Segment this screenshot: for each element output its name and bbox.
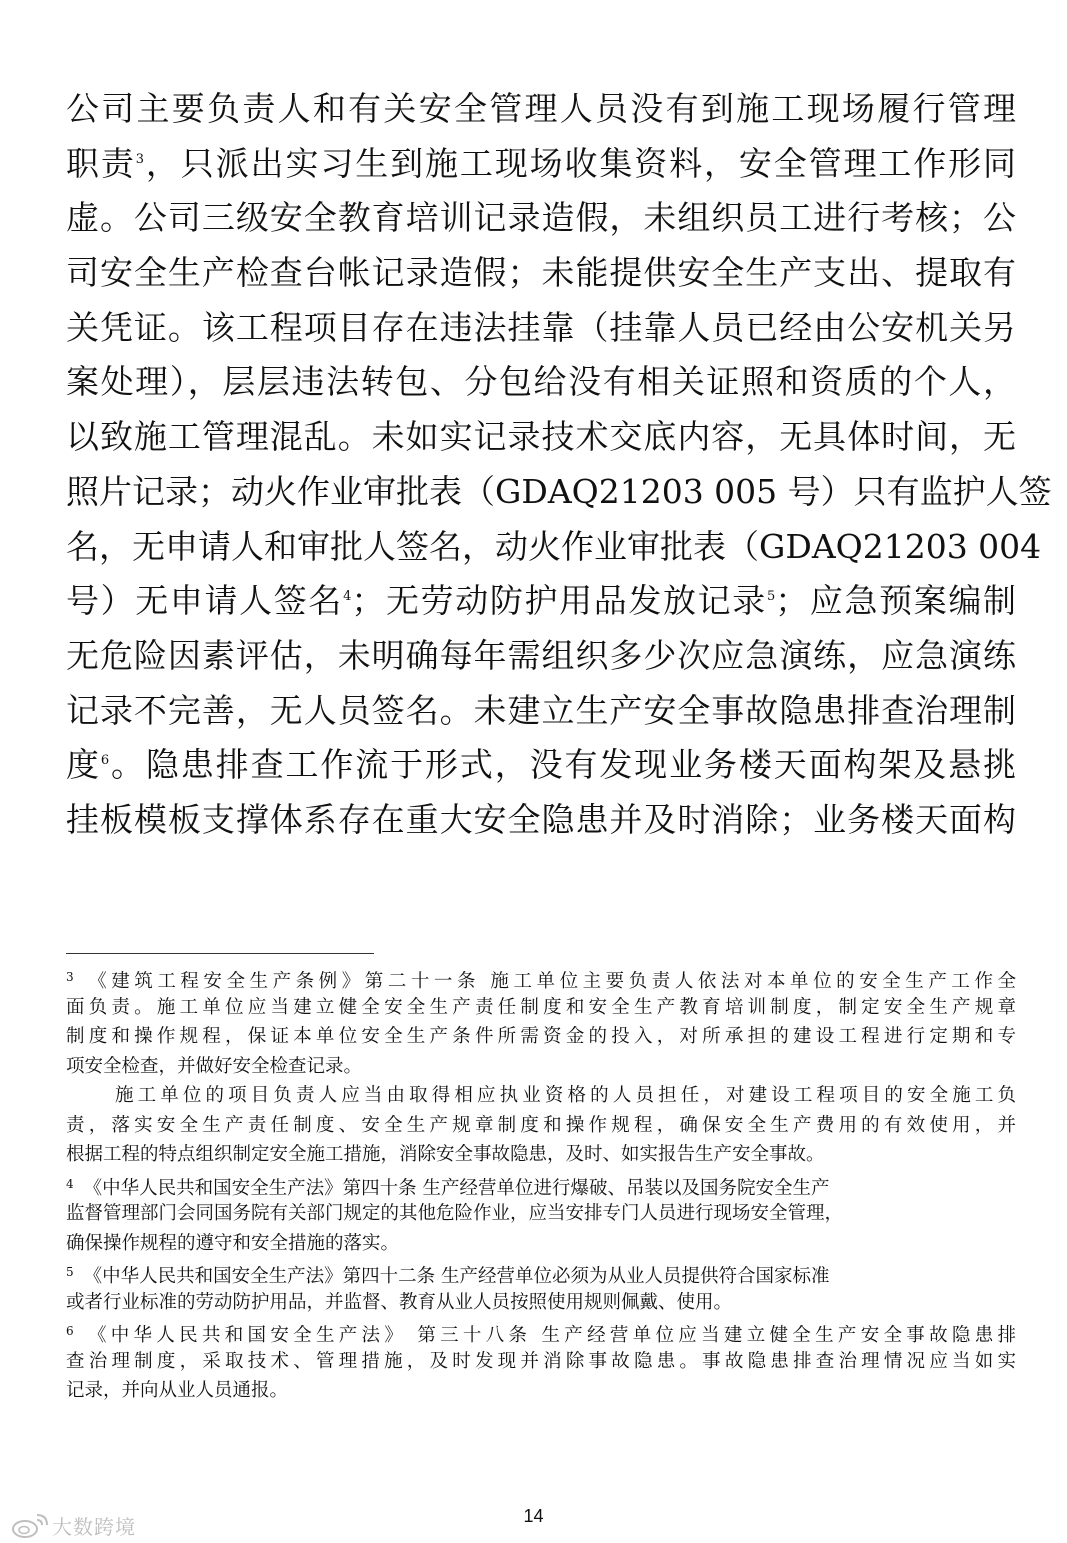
footnote-number: 4 <box>66 1176 74 1191</box>
page-number: 14 <box>523 1506 544 1526</box>
footnote-3-line: 项安全检查，并做好安全检查记录。 <box>66 1055 363 1077</box>
watermark <box>10 1511 136 1540</box>
watermark-text: 大数跨境 <box>52 1515 136 1539</box>
footnote-number: 3 <box>66 970 74 984</box>
footnote-ref-3[interactable]: 3 <box>135 151 145 167</box>
footnote-number: 5 <box>66 1265 74 1279</box>
footnote-6-line: 记录，并向从业人员通报。 <box>66 1380 289 1401</box>
body-line: 挂板模板支撑体系存在重大安全隐患并及时消除；业务楼天面构 <box>66 799 1016 839</box>
footnote-5-line: 或者行业标准的劳动防护用品，并监督、教育从业人员按照使用规则佩戴、使用。 <box>66 1291 733 1313</box>
footnote-3-line: 面负责。施工单位应当建立健全安全生产责任制度和安全生产教育培训制度，制定安全生产规章 <box>66 996 1016 1018</box>
footnote-5-line: $^5$ 《中华人民共和国安全生产法》第四十二条 生产经营单位必须为从业人员提供符合国家标准 <box>66 1265 830 1287</box>
footnote-separator <box>66 953 374 954</box>
body-line: 司安全生产检查台帐记录造假；未能提供安全生产支出、提取有 <box>66 253 1016 293</box>
body-line: 名，无申请人和审批人签名，动火作业审批表（GDAQ21203 004 <box>66 526 1042 566</box>
body-line: 案处理），层层违法转包、分包给没有相关证照和资质的个人， <box>66 362 1016 402</box>
footnote-ref-4[interactable]: 4 <box>343 589 352 605</box>
footnote-number: 6 <box>66 1324 74 1338</box>
weibo-logo-icon <box>10 1514 48 1538</box>
body-line: 关凭证。该工程项目存在违法挂靠（挂靠人员已经由公安机关另 <box>66 307 1016 347</box>
footnote-3-line: $^3$ 《建筑工程安全生产条例》第二十一条 施工单位主要负责人依法对本单位的安全生产工作全 <box>66 970 1016 992</box>
body-text <box>66 82 1052 848</box>
body-line: 公司主要负责人和有关安全管理人员没有到施工现场履行管理 <box>66 89 1016 128</box>
footnote-3-paragraph-line: 根据工程的特点组织制定安全施工措施，消除安全事故隐患，及时、如实报告生产安全事故。 <box>66 1144 825 1165</box>
footnote-3-line: 制度和操作规程，保证本单位安全生产条件所需资金的投入，对所承担的建设工程进行定期和专 <box>66 1026 1016 1047</box>
footnote-ref-5[interactable]: 5 <box>766 589 776 605</box>
body-line: 号）无申请人签名$^4$；无劳动防护用品发放记录$^5$；应急预案编制 <box>66 581 1017 621</box>
body-line: 照片记录；动火作业审批表（GDAQ21203 005 号）只有监护人签 <box>66 471 1052 511</box>
footnote-4-line: 监督管理部门会同国务院有关部门规定的其他危险作业，应当安排专门人员进行现场安全管理， <box>66 1203 844 1224</box>
body-line: 无危险因素评估，未明确每年需组织多少次应急演练，应急演练 <box>66 635 1016 675</box>
body-line: 以致施工管理混乱。未如实记录技术交底内容，无具体时间，无 <box>66 417 1016 457</box>
footnote-3-paragraph-line: 施工单位的项目负责人应当由取得相应执业资格的人员担任，对建设工程项目的安全施工负 <box>115 1085 1016 1106</box>
body-line: 度$^6$。隐患排查工作流于形式，没有发现业务楼天面构架及悬挑 <box>66 745 1017 785</box>
body-line: 记录不完善，无人员签名。未建立生产安全事故隐患排查治理制 <box>66 690 1016 730</box>
footnote-4-line: 确保操作规程的遵守和安全措施的落实。 <box>66 1232 400 1254</box>
footnote-ref-6[interactable]: 6 <box>100 753 110 769</box>
footnotes <box>66 963 1016 1406</box>
body-line: 职责$^3$，只派出实习生到施工现场收集资料，安全管理工作形同 <box>66 143 1017 183</box>
footnote-3-paragraph-line: 责，落实安全生产责任制度、安全生产规章制度和操作规程，确保安全生产费用的有效使用，并 <box>66 1114 1016 1136</box>
footnote-4-line: $^4$ 《中华人民共和国安全生产法》第四十条 生产经营单位进行爆破、吊装以及国务院安全生产 <box>66 1176 830 1199</box>
body-line: 虚。公司三级安全教育培训记录造假，未组织员工进行考核；公 <box>66 198 1016 238</box>
footnote-6-line: $^6$ 《中华人民共和国安全生产法》 第三十八条 生产经营单位应当建立健全生产安全事故隐患排 <box>66 1324 1016 1346</box>
footnote-6-line: 查治理制度，采取技术、管理措施，及时发现并消除事故隐患。事故隐患排查治理情况应当如实 <box>66 1350 1016 1372</box>
